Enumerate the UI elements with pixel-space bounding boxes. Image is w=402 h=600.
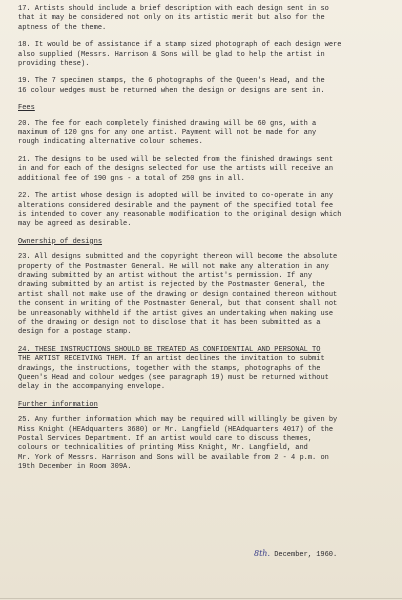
paragraph-line: may be agreed as desirable. <box>18 220 132 229</box>
paragraph-line: design for a postage stamp. <box>18 328 132 337</box>
paragraph-line: colours or technicalities of printing Miss Knight, Mr. Langfield, and <box>18 444 308 453</box>
paragraph-line: maximum of 120 gns for any one artist. Payment will not be made for any <box>18 129 317 138</box>
section-heading-ownership: Ownership of designs <box>18 237 103 246</box>
page-bottom-edge <box>0 598 402 599</box>
paragraph-21 <box>18 156 392 184</box>
paragraph-line: 16 colour wedges must be returned when the design or designs are sent in. <box>18 86 325 95</box>
paragraph-line: drawing submitted by an artist is rejected by the Postmaster General, the <box>18 281 325 290</box>
paragraph-line: 22. The artist whose design is adopted will be invited to co-operate in any <box>18 192 334 201</box>
paragraph-line: additional fee of 190 gns - a total of 250 gns in all. <box>18 174 245 183</box>
paragraph-23 <box>18 253 392 338</box>
date-handwritten-day: 8th. <box>254 549 270 558</box>
paragraph-line: drawings, the instructions, together with the stamps, photographs of the <box>18 364 321 373</box>
paragraph-line: in and for each of the designs selected for use the artists will receive an <box>18 165 334 174</box>
section-heading-fees: Fees <box>18 104 35 113</box>
paragraph-line: also supplied (Messrs. Harrison & Sons will be glad to help the artist in <box>18 50 325 59</box>
paragraph-line: is intended to cover any reasonable modification to the original design which <box>18 210 342 219</box>
paragraph-line: delay in the accompanying envelope. <box>18 383 166 392</box>
paragraph-line: 20. The fee for each completely finished drawing will be 60 gns, with a <box>18 119 317 128</box>
paragraph-line: 17. Artists should include a brief description with each design sent in so <box>18 5 329 13</box>
paragraph-line: 18. It would be of assistance if a stamp sized photograph of each design were <box>18 41 342 50</box>
paragraph-line: be unreasonably withheld if the artist gives an undertaking when making use <box>18 309 334 318</box>
paragraph-line: property of the Postmaster General. He will not make any alteration in any <box>18 262 329 271</box>
paragraph-line: 25. Any further information which may be required will willingly be given by <box>18 416 338 425</box>
paragraph-17 <box>18 5 392 33</box>
paragraph-line: the consent in writing of the Postmaster General, but that consent shall not <box>18 300 338 309</box>
paragraph-line: 23. All designs submitted and the copyright thereon will become the absolute <box>18 253 338 262</box>
paragraph-22 <box>18 192 392 230</box>
paragraph-line: providing these). <box>18 60 90 69</box>
paragraph-line: of the drawing or design not to disclose that it has been submitted as a <box>18 318 321 327</box>
date-typed: December, 1960. <box>274 551 338 559</box>
paragraph-line: rough indicating alternative colour schemes. <box>18 138 203 147</box>
paragraph-line: artist shall not make use of the drawing or design contained thereon without <box>18 290 338 299</box>
paragraph-line: aptness of the theme. <box>18 23 107 32</box>
paragraph-line: drawing submitted by an artist without the artist's permission. If any <box>18 271 313 280</box>
paragraph-line: Mr. York of Messrs. Harrison and Sons will be available from 2 - 4 p.m. on <box>18 453 329 462</box>
paragraph-line: alterations considered desirable and the payment of the specified total fee <box>18 201 334 210</box>
paragraph-line: that it may be considered not only on its artistic merit but also for the <box>18 14 325 23</box>
paragraph-18 <box>18 41 392 69</box>
paragraph-20 <box>18 120 392 148</box>
paragraph-line: 19th December in Room 309A. <box>18 463 132 472</box>
section-heading-further-information: Further information <box>18 400 98 409</box>
paragraph-line: 21. The designs to be used will be selected from the finished drawings sent <box>18 155 334 164</box>
paragraph-24 <box>18 346 392 393</box>
paragraph-line: Postal Services Department. If an artist would care to discuss themes, <box>18 435 313 444</box>
paragraph-line: Queen's Head and colour wedges (see paragraph 19) must be returned without <box>18 374 329 382</box>
paragraph-25 <box>18 416 392 472</box>
document-date <box>254 549 337 560</box>
paragraph-line: THE ARTIST RECEIVING THEM. If an artist declines the invitation to submit <box>18 355 325 364</box>
paragraph-line: Miss Knight (HEAdquarters 3680) or Mr. Langfield (HEAdquarters 4017) of the <box>18 425 334 434</box>
paragraph-line: 24. THESE INSTRUCTIONS SHOULD BE TREATED AS CONFIDENTIAL AND PERSONAL TO <box>18 345 321 354</box>
paragraph-19 <box>18 77 392 96</box>
paragraph-line: 19. The 7 specimen stamps, the 6 photographs of the Queen's Head, and the <box>18 77 325 86</box>
